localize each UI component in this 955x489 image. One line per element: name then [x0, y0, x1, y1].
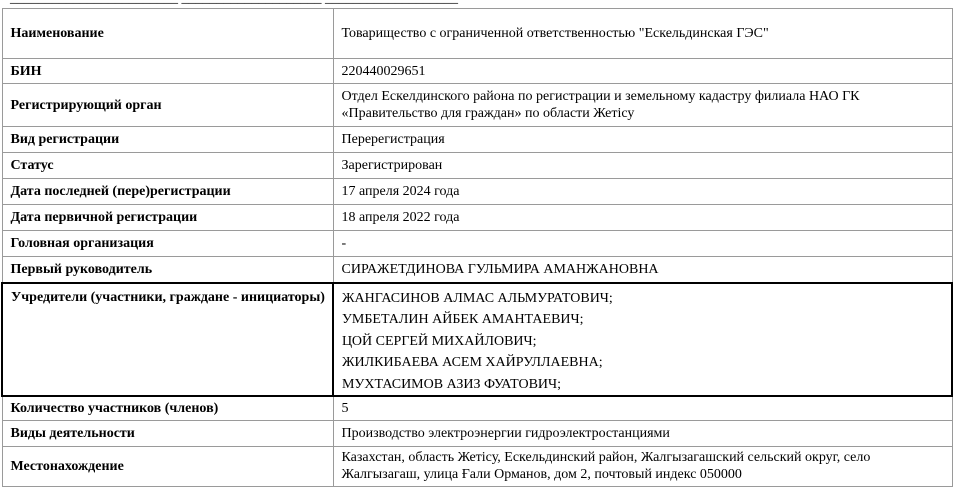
table-row [2, 257, 952, 283]
row-label-registering-body: Регистрирующий орган [2, 84, 333, 127]
registration-info-table [1, 8, 953, 487]
row-value-last-registration-date: 17 апреля 2024 года [333, 179, 952, 205]
row-label-registration-type: Вид регистрации [2, 127, 333, 153]
table-row [2, 127, 952, 153]
founder-item: ЖИЛКИБАЕВА АСЕМ ХАЙРУЛЛАЕВНА; [342, 355, 603, 370]
table-row [2, 84, 952, 127]
table-row [2, 205, 952, 231]
row-value-first-head: СИРАЖЕТДИНОВА ГУЛЬМИРА АМАНЖАНОВНА [333, 257, 952, 283]
table-row [2, 446, 952, 486]
table-row-founders [2, 283, 952, 397]
founder-item: МУХТАСИМОВ АЗИЗ ФУАТОВИЧ; [342, 376, 562, 392]
row-value-head-organization: - [333, 231, 952, 257]
row-label-first-head: Первый руководитель [2, 257, 333, 283]
table-row [2, 420, 952, 446]
row-value-registration-type: Перерегистрация [333, 127, 952, 153]
row-value-activities: Производство электроэнергии гидроэлектростанциями [333, 420, 952, 446]
row-label-last-registration-date: Дата последней (пере)регистрации [2, 179, 333, 205]
row-label-bin: БИН [2, 59, 333, 84]
row-value-location: Казахстан, область Жетісу, Ескельдинский район, Жалгызагашский сельский округ, село Жалгызагаш, улица Ғали Орманов, дом 2, почтовый индекс 050000 [333, 446, 952, 486]
row-label-activities: Виды деятельности [2, 420, 333, 446]
row-label-member-count: Количество участников (членов) [2, 396, 333, 420]
row-value-first-registration-date: 18 апреля 2022 года [333, 205, 952, 231]
table-row [2, 59, 952, 84]
table-row [2, 179, 952, 205]
founder-item: ЖАНГАСИНОВ АЛМАС АЛЬМУРАТОВИЧ; [342, 290, 613, 306]
row-label-status: Статус [2, 153, 333, 179]
row-label-location: Местонахождение [2, 446, 333, 486]
table-row [2, 9, 952, 59]
row-value-member-count: 5 [333, 396, 952, 420]
row-label-head-organization: Головная организация [2, 231, 333, 257]
header-fragment [10, 0, 458, 7]
row-label-name: Наименование [2, 9, 333, 59]
table-row [2, 153, 952, 179]
row-value-name: Товарищество с ограниченной ответственностью "Ескельдинская ГЭС" [333, 9, 952, 59]
founder-item: ЦОЙ СЕРГЕЙ МИХАЙЛОВИЧ; [342, 333, 537, 349]
row-value-registering-body: Отдел Ескелдинского района по регистрации и земельному кадастру филиала НАО ГК «Правительство для граждан» по области Жетісу [333, 84, 952, 127]
table-row [2, 396, 952, 420]
row-value-status: Зарегистрирован [333, 153, 952, 179]
row-label-first-registration-date: Дата первичной регистрации [2, 205, 333, 231]
row-value-founders [333, 283, 952, 397]
cropped-header-text [0, 0, 955, 8]
founder-item: УМБЕТАЛИН АЙБЕК АМАНТАЕВИЧ; [342, 312, 584, 327]
row-label-founders: Учредители (участники, граждане - инициаторы) [2, 283, 333, 397]
table-row [2, 231, 952, 257]
row-value-bin: 220440029651 [333, 59, 952, 84]
